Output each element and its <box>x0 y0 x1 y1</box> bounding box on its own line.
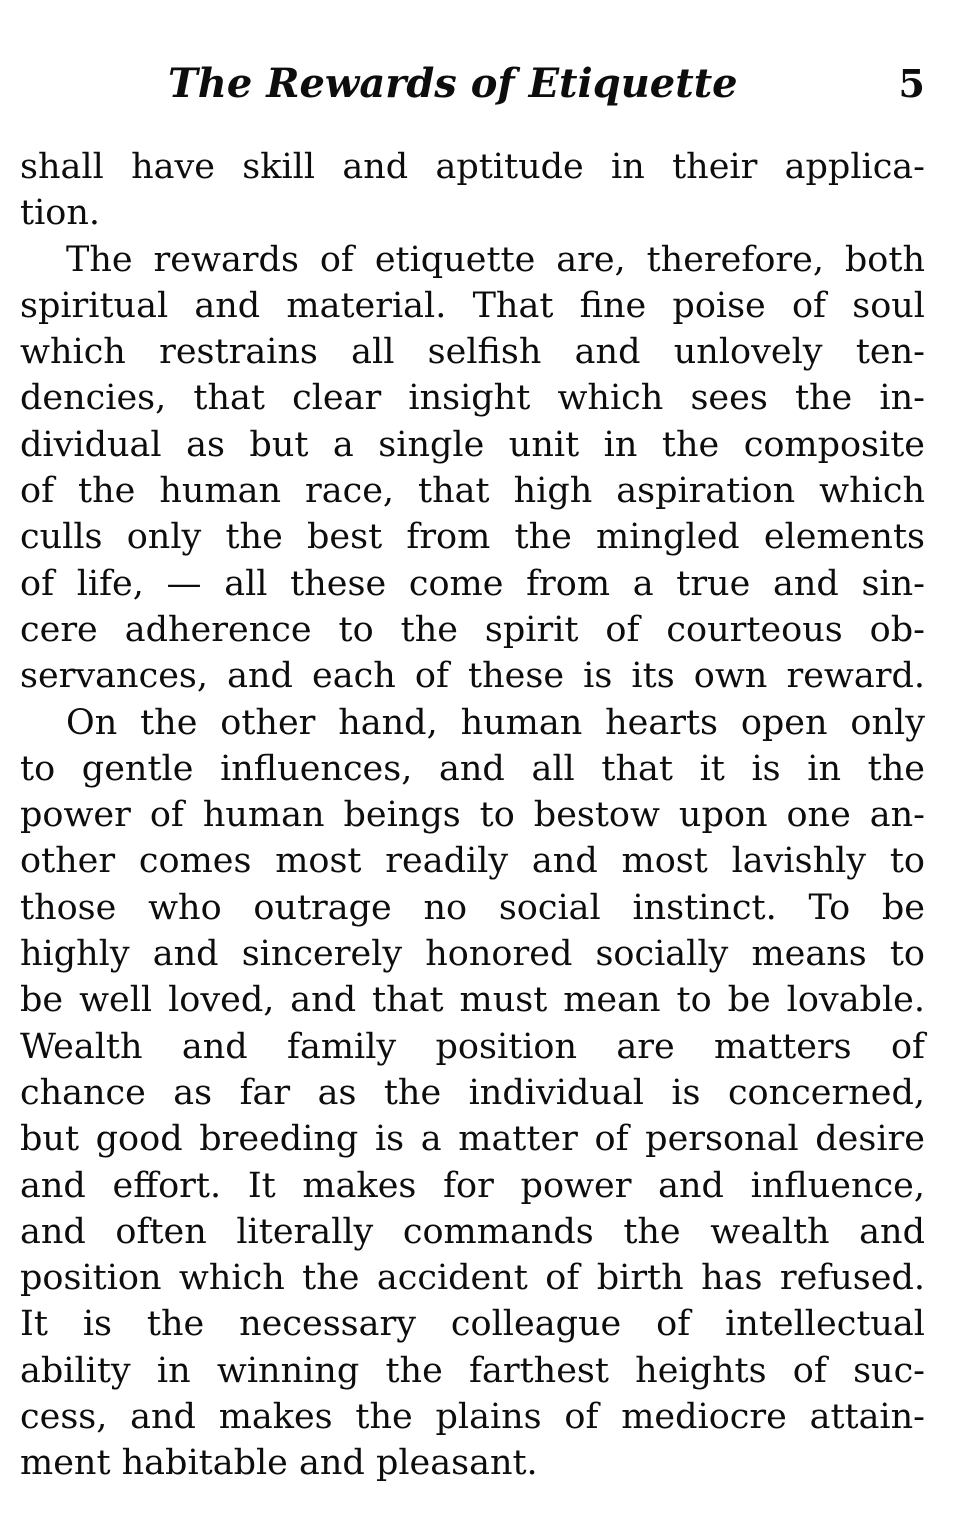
text-line: culls only the best from the mingled elements <box>20 517 925 558</box>
text-line: be well loved, and that must mean to be lovable. <box>20 980 925 1021</box>
page-number: 5 <box>898 61 925 106</box>
text-line: Wealth and family position are matters of <box>20 1026 925 1067</box>
text-line: spiritual and material. That fine poise of soul <box>20 285 925 326</box>
text-line: tion. <box>20 193 100 234</box>
text-line: of life, — all these come from a true and sin- <box>20 563 925 604</box>
text-line: those who outrage no social instinct. To be <box>20 887 925 928</box>
text-line: power of human beings to bestow upon one an- <box>20 795 925 836</box>
running-head <box>20 56 925 116</box>
text-line: ment habitable and pleasant. <box>20 1443 538 1484</box>
text-line: It is the necessary colleague of intellectual <box>20 1304 925 1345</box>
text-line: to gentle influences, and all that it is in the <box>20 748 925 789</box>
text-line: cere adherence to the spirit of courteous ob- <box>20 609 925 650</box>
text-line: position which the accident of birth has refused. <box>20 1258 925 1299</box>
text-line: shall have skill and aptitude in their applica- <box>20 147 925 187</box>
text-line: On the other hand, human hearts open only <box>66 702 925 743</box>
text-line: highly and sincerely honored socially means to <box>20 934 925 975</box>
text-line: cess, and makes the plains of mediocre attain- <box>20 1397 925 1438</box>
running-title: The Rewards of Etiquette <box>168 60 738 107</box>
body-text <box>20 144 925 1487</box>
text-line: other comes most readily and most lavishly to <box>20 841 925 882</box>
text-line: and often literally commands the wealth and <box>20 1211 925 1252</box>
text-line: which restrains all selfish and unlovely ten- <box>20 332 925 373</box>
text-line: servances, and each of these is its own reward. <box>20 656 925 697</box>
text-line: The rewards of etiquette are, therefore, both <box>66 239 925 280</box>
text-line: dencies, that clear insight which sees the in- <box>20 378 925 419</box>
text-line: but good breeding is a matter of personal desire <box>20 1119 925 1160</box>
text-line: chance as far as the individual is concerned, <box>20 1072 925 1113</box>
text-line: ability in winning the farthest heights of suc- <box>20 1350 925 1391</box>
text-line: dividual as but a single unit in the composite <box>20 424 925 465</box>
text-line: of the human race, that high aspiration which <box>20 471 925 512</box>
text-line: and effort. It makes for power and influence, <box>20 1165 925 1206</box>
